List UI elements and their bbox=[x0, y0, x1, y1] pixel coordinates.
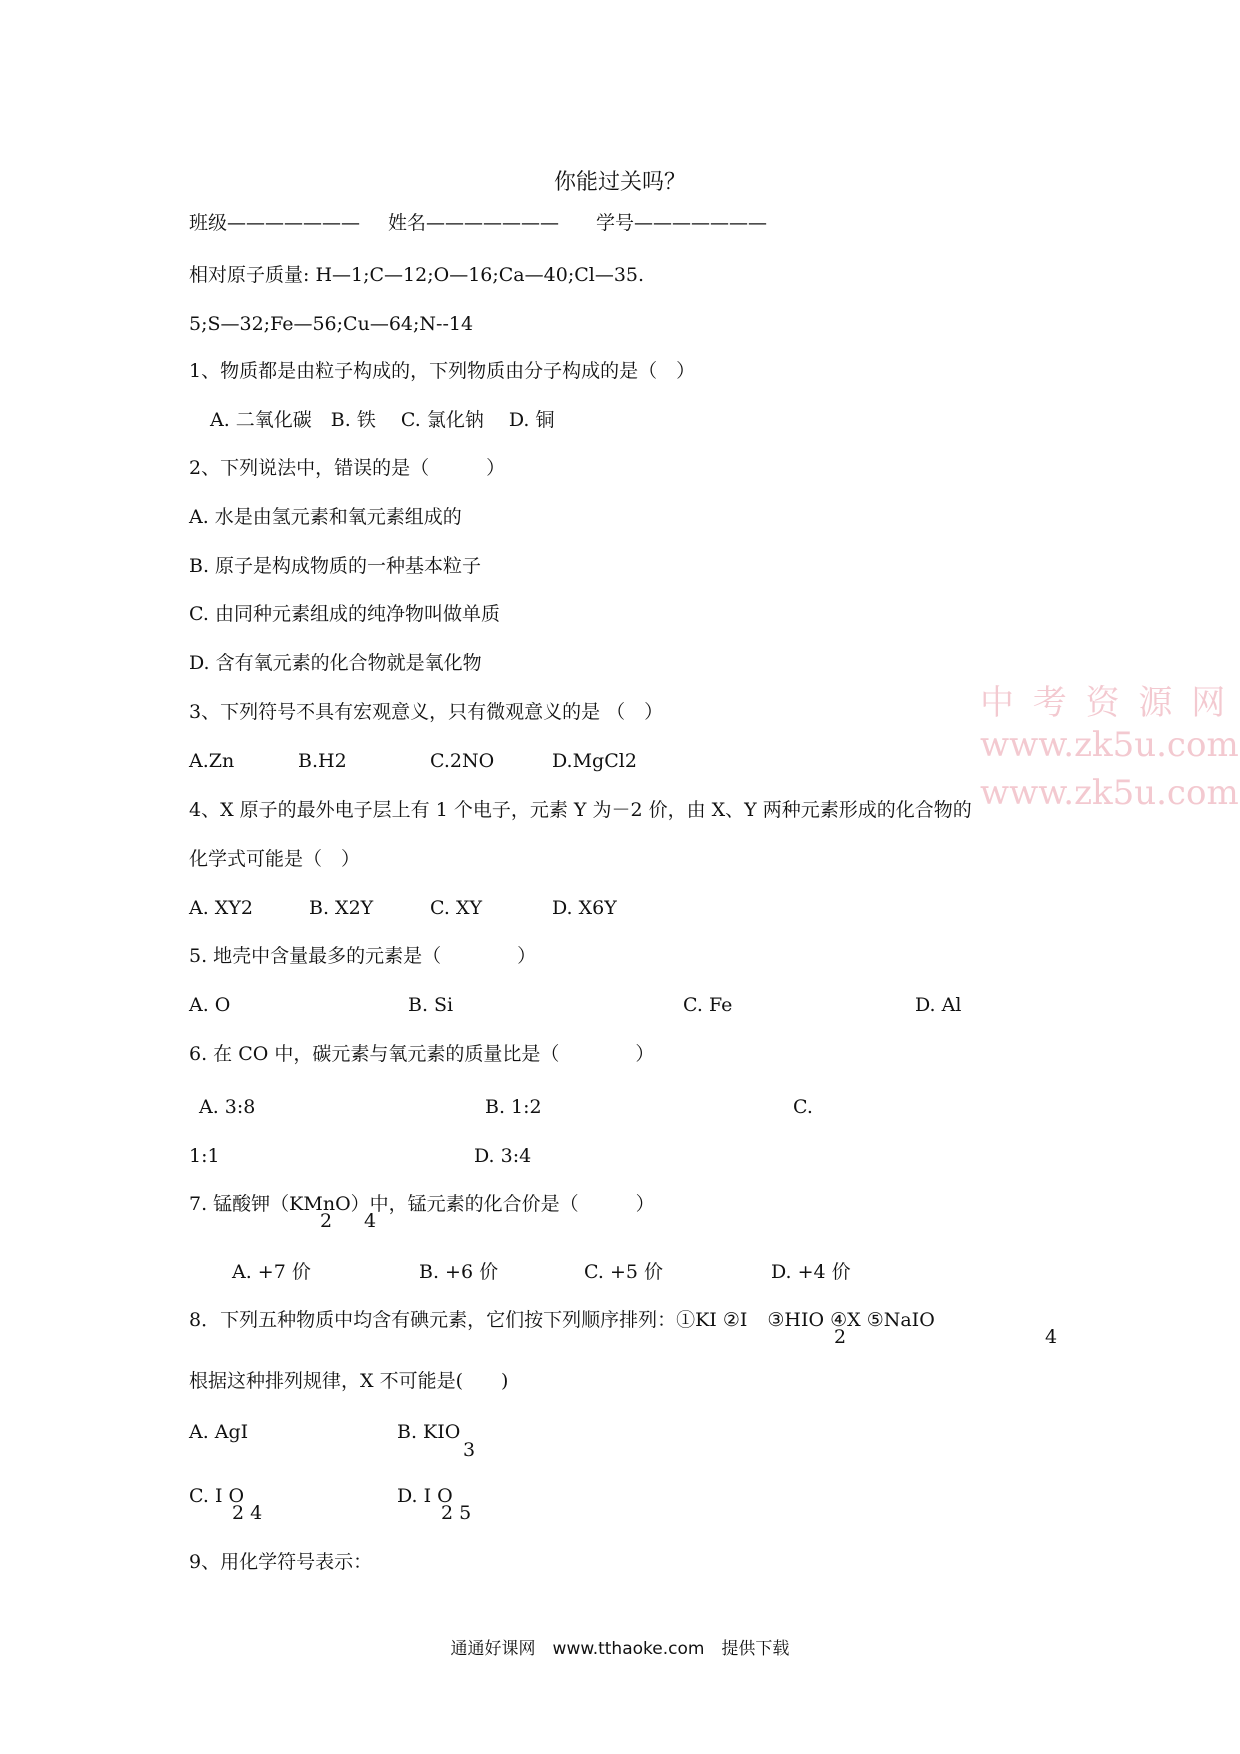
q6-option-a: A. 3:8 bbox=[199, 1096, 256, 1118]
atomic-masses-line-2: 5;S—32;Fe—56;Cu—64;N--14 bbox=[189, 313, 474, 335]
q8-option-b: B. KIO bbox=[397, 1421, 461, 1443]
q1-options: A. 二氧化碳 B. 铁 C. 氯化钠 D. 铜 bbox=[210, 409, 555, 431]
q2-option-c: C. 由同种元素组成的纯净物叫做单质 bbox=[189, 603, 500, 625]
q5-option-c: C. Fe bbox=[683, 994, 733, 1016]
q7-option-b: B. +6 价 bbox=[419, 1261, 499, 1283]
q3-option-c: C.2NO bbox=[430, 750, 495, 772]
q2-option-d: D. 含有氧元素的化合物就是氧化物 bbox=[189, 652, 482, 674]
q7-stem-pre: 7. 锰酸钾（K bbox=[189, 1193, 304, 1215]
q4-option-d: D. X6Y bbox=[552, 897, 617, 919]
q3-option-a: A.Zn bbox=[189, 750, 235, 772]
q4-stem-line-1: 4、X 原子的最外电子层上有 1 个电子，元素 Y 为－2 价，由 X、Y 两种元素形成的化合物的 bbox=[189, 799, 972, 821]
page-title: 你能过关吗？ bbox=[553, 170, 686, 195]
q2-option-a: A. 水是由氢元素和氧元素组成的 bbox=[189, 506, 462, 528]
q8-option-c: C. I O bbox=[189, 1485, 245, 1507]
q8-subscript-4: 4 bbox=[1045, 1326, 1058, 1348]
q8-option-a: A. AgI bbox=[189, 1421, 249, 1443]
atomic-masses-line-1: 相对原子质量: H—1;C—12;O—16;Ca—40;Cl—35. bbox=[189, 264, 645, 286]
q8-stem-part-1: 8．下列五种物质中均含有碘元素，它们按下列顺序排列：①KI ②I bbox=[189, 1309, 748, 1331]
q6-option-d: D. 3:4 bbox=[474, 1145, 532, 1167]
name-label: 姓名——————— bbox=[388, 212, 560, 234]
q6-stem: 6. 在 CO 中，碳元素与氧元素的质量比是（ ） bbox=[189, 1043, 655, 1065]
q8-option-b-subscript: 3 bbox=[463, 1439, 476, 1461]
q8-option-d-subscript: 2 5 bbox=[441, 1502, 472, 1524]
q8-stem-part-2: ③HIO ④X ⑤NaIO bbox=[767, 1309, 935, 1331]
q5-stem: 5. 地壳中含量最多的元素是（ ） bbox=[189, 945, 537, 967]
q1-stem: 1、物质都是由粒子构成的，下列物质由分子构成的是（ ） bbox=[189, 360, 696, 382]
q3-stem: 3、下列符号不具有宏观意义，只有微观意义的是 （ ） bbox=[189, 701, 664, 723]
q7-subscript-4: 4 bbox=[364, 1210, 377, 1232]
q2-option-b: B. 原子是构成物质的一种基本粒子 bbox=[189, 555, 482, 577]
class-label: 班级——————— bbox=[189, 212, 361, 234]
q5-option-b: B. Si bbox=[408, 994, 454, 1016]
q7-stem-post: ）中，锰元素的化合价是（ ） bbox=[350, 1193, 655, 1215]
q8-stem-line-2: 根据这种排列规律，X 不可能是( ) bbox=[189, 1370, 509, 1392]
student-info-row bbox=[189, 210, 360, 236]
page-footer: 通通好课网 www.tthaoke.com 提供下载 bbox=[450, 1639, 790, 1659]
q3-option-b: B.H2 bbox=[298, 750, 347, 772]
q8-option-d: D. I O bbox=[397, 1485, 453, 1507]
q9-stem: 9、用化学符号表示： bbox=[189, 1551, 373, 1573]
q7-option-c: C. +5 价 bbox=[584, 1261, 663, 1283]
watermark-line-3: www.zk5u.com bbox=[980, 773, 1239, 813]
q4-stem-line-2: 化学式可能是（ ） bbox=[189, 848, 361, 870]
q8-option-c-subscript: 2 4 bbox=[232, 1502, 263, 1524]
q5-option-a: A. O bbox=[189, 994, 231, 1016]
q7-formula: MnO bbox=[303, 1193, 351, 1215]
watermark-line-1: 中 考 资 源 网 bbox=[980, 683, 1230, 723]
q3-option-d: D.MgCl2 bbox=[552, 750, 637, 772]
q7-subscript-2: 2 bbox=[320, 1210, 333, 1232]
q4-option-a: A. XY2 bbox=[189, 897, 253, 919]
q7-option-a: A. +7 价 bbox=[232, 1261, 311, 1283]
q6-option-b: B. 1:2 bbox=[485, 1096, 542, 1118]
q7-option-d: D. +4 价 bbox=[771, 1261, 851, 1283]
q5-option-d: D. Al bbox=[915, 994, 962, 1016]
q6-option-c: C. bbox=[793, 1096, 813, 1118]
q6-option-c-value: 1:1 bbox=[189, 1145, 220, 1167]
q4-option-b: B. X2Y bbox=[309, 897, 374, 919]
q7-stem bbox=[189, 1191, 655, 1217]
q8-subscript-2: 2 bbox=[834, 1326, 847, 1348]
id-label: 学号——————— bbox=[596, 212, 768, 234]
q4-option-c: C. XY bbox=[430, 897, 483, 919]
q2-stem: 2、下列说法中，错误的是（ ） bbox=[189, 457, 506, 479]
watermark-line-2: www.zk5u.com bbox=[980, 725, 1239, 765]
q8-stem-line-1 bbox=[189, 1307, 935, 1333]
